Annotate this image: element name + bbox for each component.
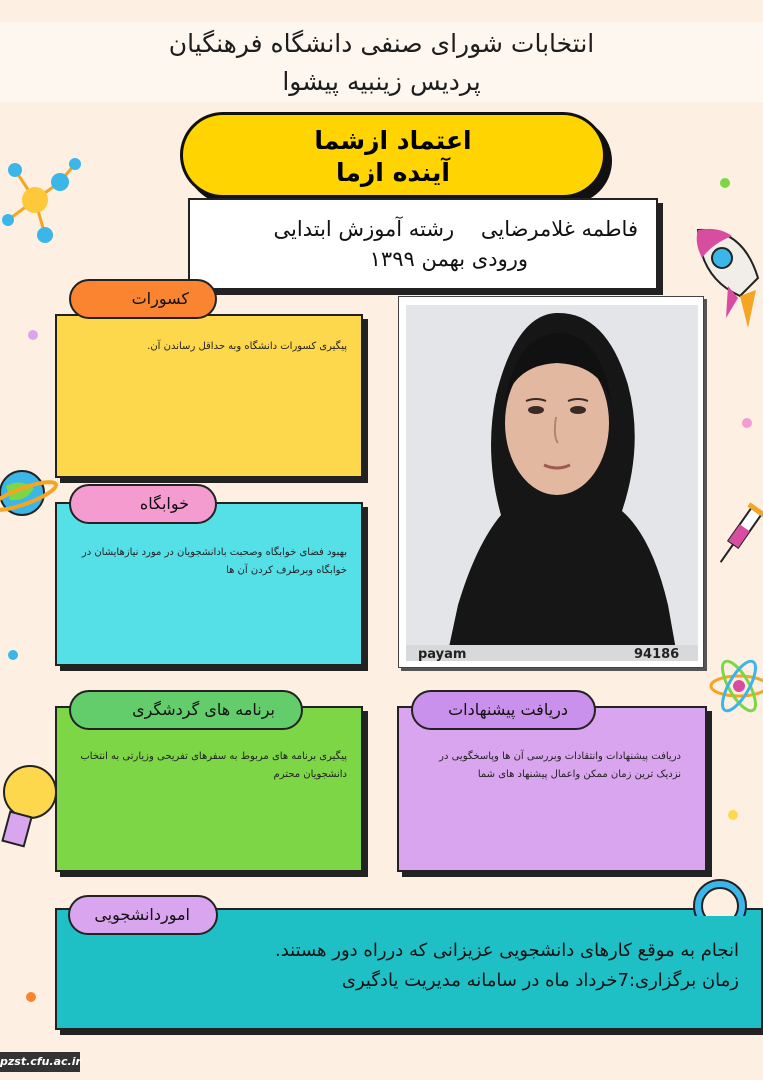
deficits-text: پیگیری کسورات دانشگاه وبه حداقل رساندن آن. xyxy=(147,341,347,352)
tours-title: برنامه های گردشگری xyxy=(132,700,275,719)
suggestions-title: دریافت پیشنهادات xyxy=(448,700,568,719)
dot-decoration xyxy=(8,650,18,660)
molecule-icon xyxy=(0,150,90,250)
candidate-portrait-icon xyxy=(406,305,698,661)
site-watermark: pzst.cfu.ac.ir xyxy=(0,1052,80,1072)
student-affairs-line-2: زمان برگزاری:7خرداد ماه در سامانه مدیریت یادگیری xyxy=(341,970,739,991)
deficits-pill xyxy=(69,279,217,319)
deficits-card xyxy=(55,314,363,478)
planet-icon xyxy=(0,458,60,528)
suggestions-card xyxy=(397,706,707,872)
tours-text: پیگیری برنامه های مربوط به سفرهای تفریحی وزیارتی به انتخاب دانشجویان محترم xyxy=(80,751,347,780)
student-affairs-pill xyxy=(68,895,218,935)
lightbulb-icon xyxy=(0,756,58,856)
tours-card xyxy=(55,706,363,872)
atom-icon xyxy=(705,646,763,726)
student-affairs-title: اموردانشجویی xyxy=(94,905,190,924)
suggestions-text: دریافت پیشنهادات وانتقادات وبررسی آن ها وپاسخگویی در نزدیک ترین زمان ممکن واعمال پیشنهاد های شما xyxy=(439,751,681,780)
dorm-card xyxy=(55,502,363,666)
slogan-line-1: اعتماد ازشما xyxy=(314,126,472,155)
photo-caption-right: 94186 xyxy=(634,647,680,661)
dorm-text: بهبود فضای خوابگاه وصحبت بادانشجویان در مورد نیازهایشان در خوابگاه وبرطرف کردن آن ها xyxy=(81,547,347,576)
student-affairs-line-1: انجام به موقع کارهای دانشجویی عزیزانی که درراه دور هستند. xyxy=(274,940,739,961)
alarm-clock-icon xyxy=(690,876,750,916)
slogan-banner xyxy=(180,112,606,198)
suggestions-pill xyxy=(411,690,596,730)
rocket-icon xyxy=(688,218,763,333)
slogan-line-2: آینده ازما xyxy=(336,158,450,187)
dorm-pill xyxy=(69,484,217,524)
photo-caption-left: payam xyxy=(418,647,467,661)
candidate-info-box xyxy=(188,198,658,290)
dot-decoration xyxy=(728,810,738,820)
dot-decoration xyxy=(26,992,36,1002)
deficits-title: کسورات xyxy=(131,289,189,308)
dot-decoration xyxy=(28,330,38,340)
dot-decoration xyxy=(742,418,752,428)
dot-decoration xyxy=(720,178,730,188)
candidate-name-major: فاطمه غلامرضایی رشته آموزش ابتدایی xyxy=(273,217,638,241)
candidate-photo xyxy=(406,305,698,661)
page-header xyxy=(0,22,763,102)
dorm-title: خوابگاه xyxy=(139,494,189,513)
tours-pill xyxy=(69,690,303,730)
header-subtitle: پردیس زینبیه پیشوا xyxy=(282,67,481,96)
candidate-entry: ورودی بهمن ۱۳۹۹ xyxy=(369,247,528,271)
syringe-icon xyxy=(715,496,763,576)
header-title: انتخابات شورای صنفی دانشگاه فرهنگیان xyxy=(168,29,595,58)
